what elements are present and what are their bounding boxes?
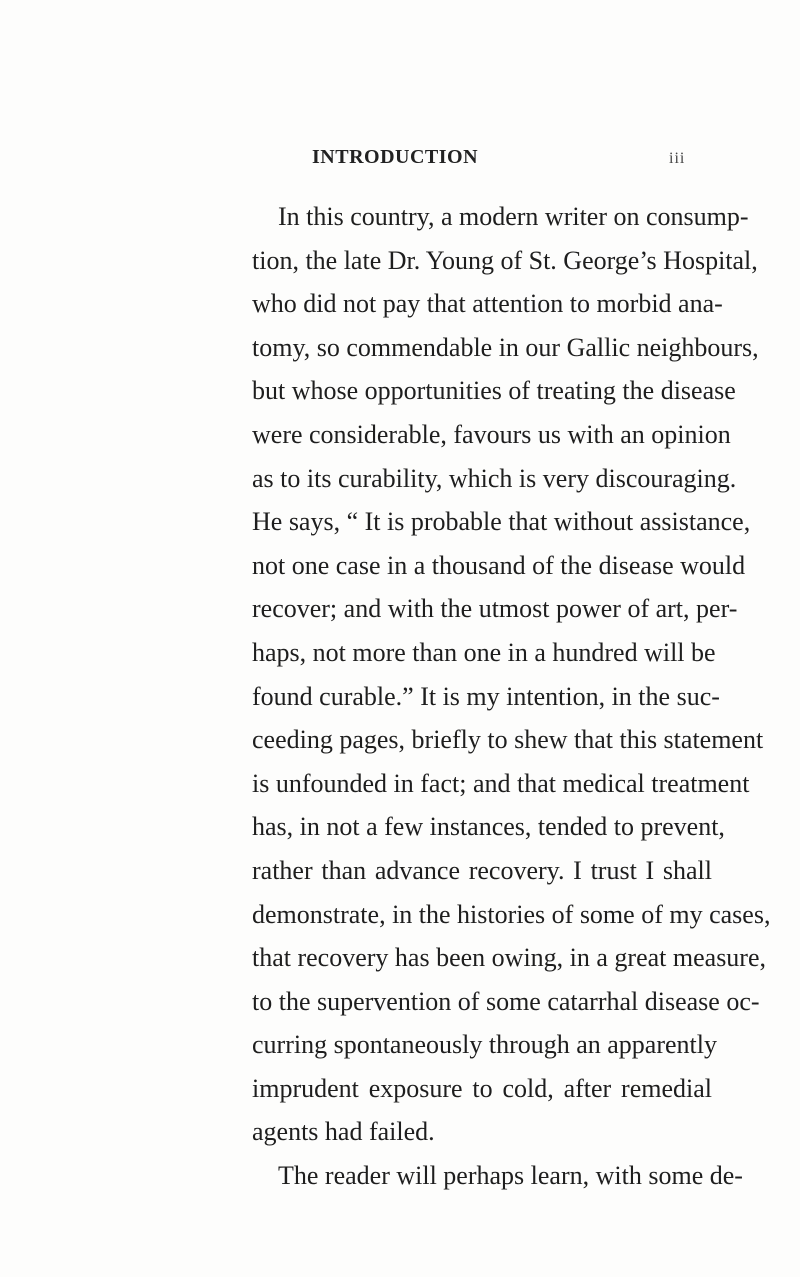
running-title: INTRODUCTION (312, 146, 479, 168)
text-line: The reader will perhaps learn, with some de- (278, 1161, 743, 1191)
text-line: imprudent exposure to cold, after remedial (252, 1073, 712, 1103)
text-line: as to its curability, which is very discouraging. (252, 463, 737, 493)
text-line: demonstrate, in the histories of some of my cases, (252, 899, 771, 929)
text-line: recover; and with the utmost power of art, per- (252, 594, 738, 624)
page-number: iii (669, 150, 686, 167)
text-line: tion, the late Dr. Young of St. George’s Hospital, (252, 245, 758, 275)
text-line: tomy, so commendable in our Gallic neighbours, (252, 332, 759, 362)
text-line: rather than advance recovery. I trust I shall (252, 855, 712, 885)
body-text (252, 195, 771, 1198)
text-line: agents had failed. (252, 1117, 435, 1147)
text-line: ceeding pages, briefly to shew that this statement (252, 725, 764, 755)
text-line: is unfounded in fact; and that medical treatment (252, 768, 750, 798)
text-line: but whose opportunities of treating the disease (252, 376, 736, 406)
text-line: haps, not more than one in a hundred will be (252, 637, 716, 667)
text-line: has, in not a few instances, tended to prevent, (252, 812, 725, 842)
text-line: were considerable, favours us with an opinion (252, 419, 731, 449)
text-line: He says, “ It is probable that without assistance, (252, 507, 751, 537)
text-line: not one case in a thousand of the disease would (252, 550, 746, 580)
text-line: found curable.” It is my intention, in the suc- (252, 681, 720, 711)
text-line: In this country, a modern writer on consump- (278, 202, 749, 231)
text-line: curring spontaneously through an apparently (252, 1030, 717, 1060)
text-line: to the supervention of some catarrhal disease oc- (252, 986, 760, 1016)
text-line: who did not pay that attention to morbid ana- (252, 289, 723, 319)
text-line: that recovery has been owing, in a great measure, (252, 943, 767, 973)
